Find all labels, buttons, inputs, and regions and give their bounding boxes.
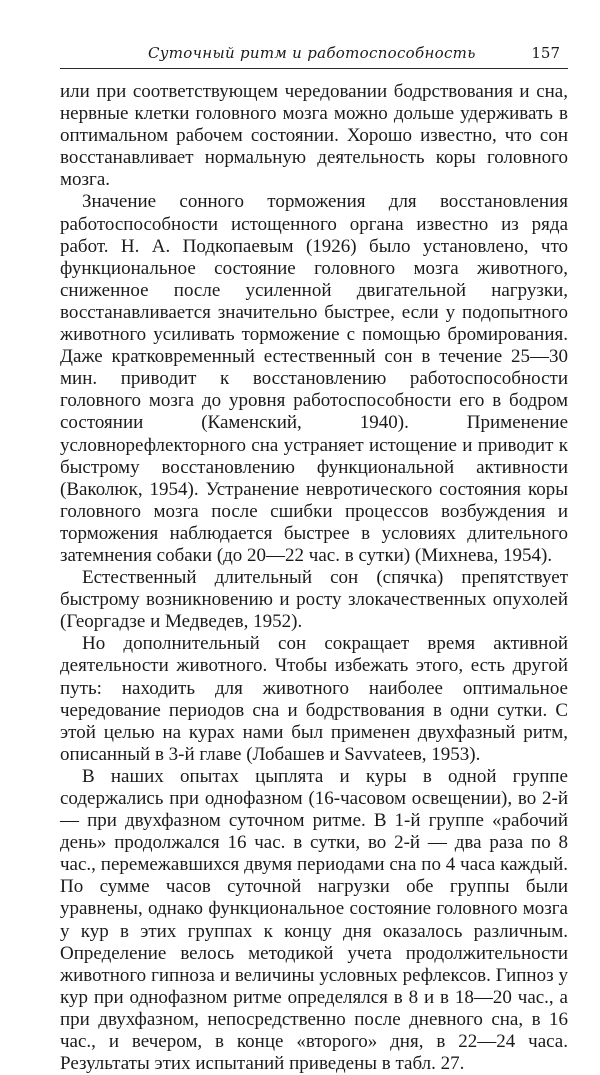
book-page (60, 38, 568, 1075)
paragraph: или при соответствующем чередовании бодрствования и сна, нервные клетки головного мозга можно дольше удерживать в оптимальном рабочем состоянии. Хорошо известно, что сон восстанавливает нормальную деятельность коры головного мозга. (60, 81, 568, 191)
page-number: 157 (531, 44, 560, 62)
paragraph: Значение сонного торможения для восстановления работоспособности истощенного органа известно из ряда работ. Н. А. Подкопаевым (1926) было установлено, что функциональное состояние головного мозга животного, сниженное после усиленной двигательной нагрузки, восстанавливается значительно быстрее, если у подопытного животного усиливать торможение с помощью бромирования. Даже кратковременный естественный сон в течение 25—30 мин. приводит к восстановлению работоспособности головного мозга до уровня работоспособности его в бодром состоянии (Каменский, 1940). Применение условнорефлекторного сна устраняет истощение и приводит к быстрому восстановлению функциональной активности (Ваколюк, 1954). Устранение невротического состояния коры головного мозга после сшибки процессов возбуждения и торможения наблюдается быстрее в условиях длительного затемнения собаки (до 20—22 час. в сутки) (Михнева, 1954). (60, 191, 568, 566)
running-header (60, 38, 568, 69)
running-title: Суточный ритм и работоспособность (148, 44, 476, 62)
paragraph: В наших опытах цыплята и куры в одной группе содержались при однофазном (16-часовом освещении), во 2-й — при двухфазном суточном ритме. В 1-й группе «рабочий день» продолжался 16 час. в сутки, во 2-й — два раза по 8 час., перемежавшихся двумя периодами сна по 4 часа каждый. По сумме часов суточной нагрузки обе группы были уравнены, однако функциональное состояние головного мозга у кур в этих группах к концу дня оказалось различным. Определение велось методикой учета продолжительности животного гипноза и величины условных рефлексов. Гипноз у кур при однофазном ритме определялся в 8 и в 18—20 час., а при двухфазном, непосредственно после дневного сна, в 16 час., и вечером, в конце «второго» дня, в 22—24 часа. Результаты этих испытаний приведены в табл. 27. (60, 765, 568, 1075)
body-text (60, 81, 568, 1075)
paragraph: Но дополнительный сон сокращает время активной деятельности животного. Чтобы избежать этого, есть другой путь: находить для животного наиболее оптимальное чередование периодов сна и бодрствования в одни сутки. С этой целью на курах нами был применен двухфазный ритм, описанный в 3-й главе (Лобашев и Savvateев, 1953). (60, 633, 568, 765)
paragraph: Естественный длительный сон (спячка) препятствует быстрому возникновению и росту злокачественных опухолей (Георгадзе и Медведев, 1952). (60, 567, 568, 633)
